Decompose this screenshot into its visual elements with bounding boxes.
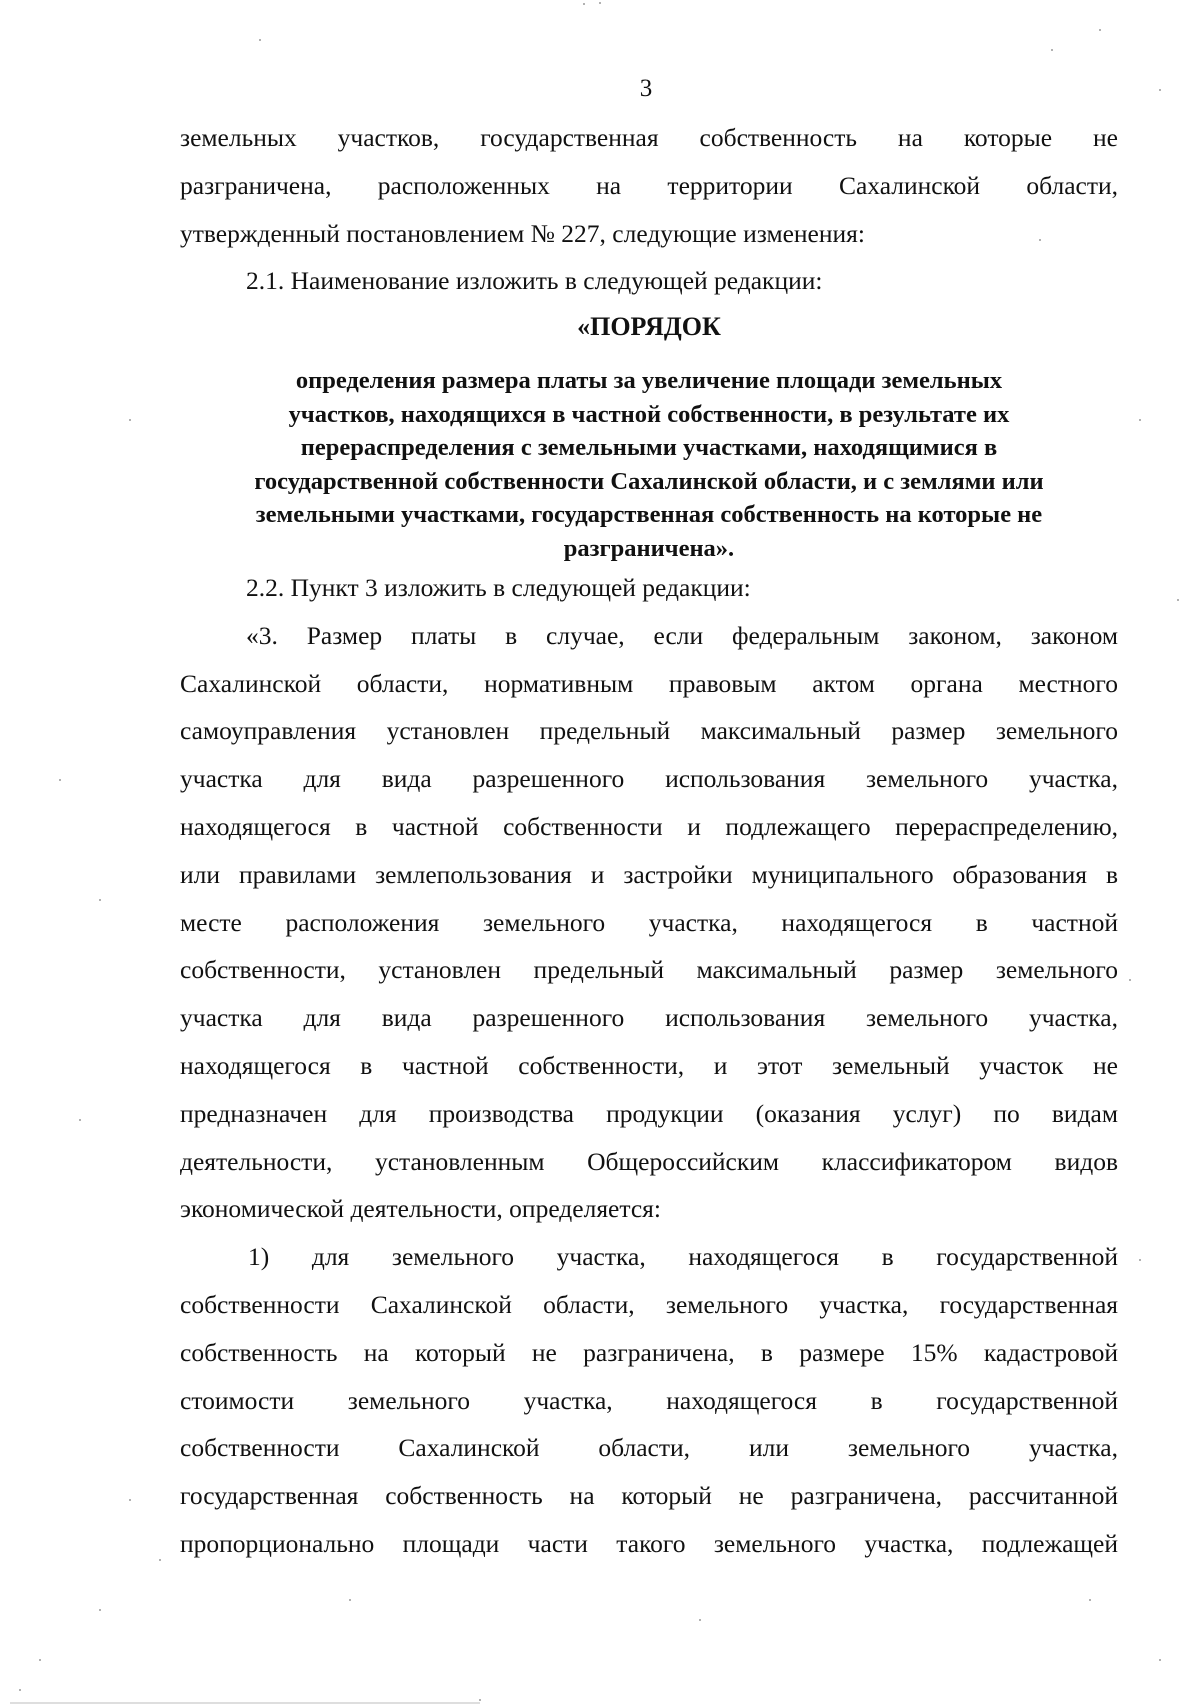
text-line: самоуправления установлен предельный максимальный размер земельного <box>180 716 1118 746</box>
text-line: стоимости земельного участка, находящегося в государственной <box>180 1385 1118 1415</box>
text-line: участка для вида разрешенного использования земельного участка, <box>180 764 1118 794</box>
text-line: государственная собственность на который не разграничена, рассчитанной <box>180 1481 1118 1511</box>
subtitle-line: земельными участками, государственная собственность на которые не <box>255 501 1043 528</box>
text-line: 2.1. Наименование изложить в следующей редакции: <box>246 266 823 296</box>
text-line: «3. Размер платы в случае, если федеральным законом, законом <box>246 620 1118 650</box>
text-line: предназначен для производства продукции (оказания услуг) по видам <box>180 1098 1118 1128</box>
section-title: «ПОРЯДОК <box>577 312 721 341</box>
text-line: земельных участков, государственная собственность на которые не <box>180 123 1118 152</box>
text-line: экономической деятельности, определяется: <box>180 1194 661 1224</box>
page-number: 3 <box>639 75 653 102</box>
text-line: Сахалинской области, нормативным правовым актом органа местного <box>180 668 1118 698</box>
intro-paragraph <box>180 114 1118 305</box>
text-line: собственности Сахалинской области, или земельного участка, <box>180 1433 1118 1463</box>
text-line: находящегося в частной собственности, и этот земельный участок не <box>180 1050 1118 1080</box>
text-line: деятельности, установленным Общероссийским классификатором видов <box>180 1146 1118 1176</box>
text-line: собственности, установлен предельный максимальный размер земельного <box>180 955 1118 985</box>
text-line: 2.2. Пункт 3 изложить в следующей редакции: <box>246 573 751 602</box>
text-line: разграничена, расположенных на территории Сахалинской области, <box>180 170 1118 200</box>
main-paragraph <box>180 564 1118 1568</box>
text-line: находящегося в частной собственности и подлежащего перераспределению, <box>180 811 1118 841</box>
section-subtitle <box>180 364 1118 565</box>
subtitle-line: определения размера платы за увеличение площади земельных <box>295 367 1003 394</box>
text-line: месте расположения земельного участка, находящегося в частной <box>180 907 1118 937</box>
subtitle-line: перераспределения с земельными участками, находящимися в <box>300 434 998 461</box>
text-line: собственность на который не разграничена, в размере 15% кадастровой <box>180 1337 1118 1367</box>
text-line: утвержденный постановлением № 227, следующие изменения: <box>180 218 865 248</box>
text-line: участка для вида разрешенного использования земельного участка, <box>180 1003 1118 1033</box>
text-line: 1) для земельного участка, находящегося в государственной <box>248 1242 1118 1272</box>
text-line: собственности Сахалинской области, земельного участка, государственная <box>180 1289 1118 1319</box>
text-line: пропорционально площади части такого земельного участка, подлежащей <box>180 1528 1118 1558</box>
text-line: или правилами землепользования и застройки муниципального образования в <box>180 859 1118 889</box>
subtitle-line: разграничена». <box>563 534 735 562</box>
subtitle-line: участков, находящихся в частной собственности, в результате их <box>288 400 1010 428</box>
subtitle-line: государственной собственности Сахалинской области, и с землями или <box>254 467 1044 495</box>
